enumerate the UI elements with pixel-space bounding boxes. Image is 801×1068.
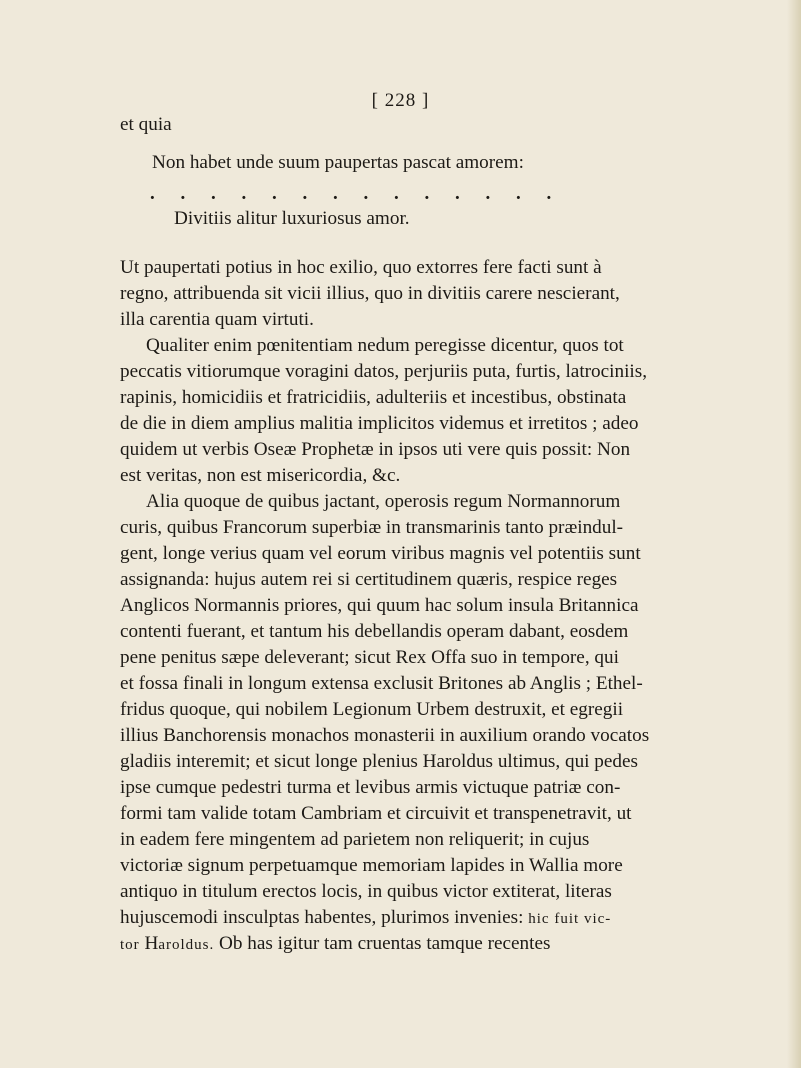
verse-line-1: Non habet unde suum paupertas pascat amorem: [152, 152, 524, 173]
inscription-name-initial: H [144, 933, 159, 954]
body-line: et fossa finali in longum extensa exclusit Britones ab Anglis ; Ethel- [120, 673, 643, 694]
body-line [120, 908, 694, 929]
body-line: formi tam valide totam Cambriam et circuivit et transpenetravit, ut [120, 803, 632, 824]
body-line-text: Ob has igitur tam cruentas tamque recentes [219, 933, 551, 954]
body-line: fridus quoque, qui nobilem Legionum Urbem destruxit, et egregii [120, 699, 624, 720]
inscription-name-rest: aroldus. [158, 937, 215, 953]
body-line: rapinis, homicidiis et fratricidiis, adulteriis et incestibus, obstinata [120, 387, 627, 408]
body-line: assignanda: hujus autem rei si certitudinem quæris, respice reges [120, 569, 618, 590]
page-edge-shadow [787, 0, 801, 1068]
body-line: peccatis vitiorumque voragini datos, perjuriis puta, furtis, latrociniis, [120, 361, 648, 382]
intro-text: et quia [120, 114, 172, 135]
body-line: Alia quoque de quibus jactant, operosis regum Normannorum [146, 491, 621, 512]
verse-line-2: Divitiis alitur luxuriosus amor. [174, 208, 410, 229]
body-line-text: hujuscemodi insculptas habentes, plurimos invenies: [120, 907, 524, 928]
body-line: antiquo in titulum erectos locis, in quibus victor extiterat, literas [120, 881, 612, 902]
body-line: Ut paupertati potius in hoc exilio, quo extorres fere facti sunt à [120, 257, 602, 278]
body-line: contenti fuerant, et tantum his debellandis operam dabant, eosdem [120, 621, 629, 642]
page-number: [ 228 ] [371, 90, 430, 111]
body-line: illius Banchorensis monachos monasterii in auxilium orando vocatos [120, 725, 650, 746]
body-line: de die in diem amplius malitia implicitos videmus et irretitos ; adeo [120, 413, 639, 434]
body-line: pene penitus sæpe deleverant; sicut Rex Offa suo in tempore, qui [120, 647, 619, 668]
inscription-word: tor [120, 937, 140, 953]
body-line: gladiis interemit; et sicut longe plenius Haroldus ultimus, qui pedes [120, 751, 638, 772]
body-line: quidem ut verbis Oseæ Prophetæ in ipsos uti vere quis possit: Non [120, 439, 631, 460]
inscription-word: fuit [554, 911, 580, 927]
body-line: est veritas, non est misericordia, &c. [120, 465, 401, 486]
body-line [120, 934, 694, 955]
body-line: Qualiter enim pœnitentiam nedum peregisse dicentur, quos tot [146, 335, 624, 356]
inscription-word: vic- [583, 911, 612, 927]
body-line: regno, attribuenda sit vicii illius, quo in divitiis carere nescierant, [120, 283, 620, 304]
inscription-word: hic [528, 911, 550, 927]
body-line: illa carentia quam virtuti. [120, 309, 314, 330]
ellipsis-dots: . . . . . . . . . . . . . . [150, 183, 562, 204]
body-line: gent, longe verius quam vel eorum viribus magnis vel potentiis sunt [120, 543, 641, 564]
body-line: victoriæ signum perpetuamque memoriam lapides in Wallia more [120, 855, 623, 876]
body-line: curis, quibus Francorum superbiæ in transmarinis tanto præindul- [120, 517, 624, 538]
body-line: ipse cumque pedestri turma et levibus armis victuque patriæ con- [120, 777, 621, 798]
body-line: in eadem fere mingentem ad parietem non reliquerit; in cujus [120, 829, 590, 850]
body-line: Anglicos Normannis priores, qui quum hac solum insula Britannica [120, 595, 639, 616]
